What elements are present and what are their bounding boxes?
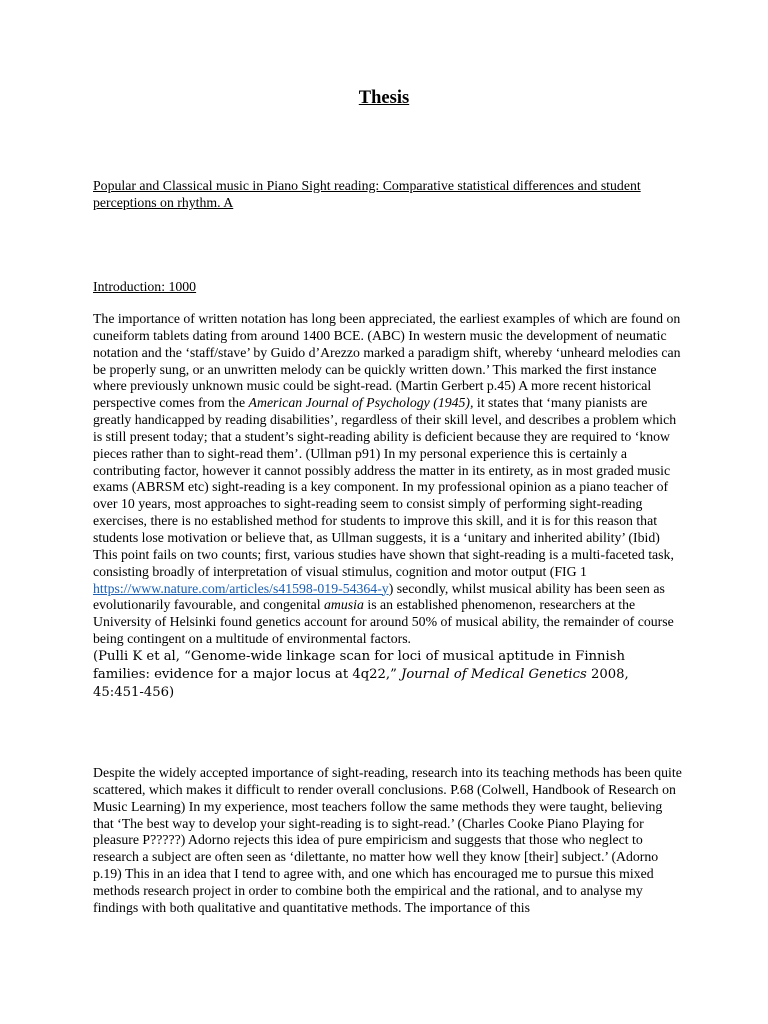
nature-article-link[interactable]: https://www.nature.com/articles/s41598-019-54364-y <box>93 580 389 596</box>
amusia-term: amusia <box>324 597 364 613</box>
genetics-citation <box>93 649 629 700</box>
document-title: Thesis <box>358 88 410 108</box>
para-text: is an established phenomenon, researchers at the University of Helsinki found genetics account for around 50% of musical ability, the remainder of course being contingent on a multitude of environmental factors. <box>93 597 674 647</box>
introduction-heading: Introduction: 1000 <box>93 279 197 294</box>
para-text: it states that ‘many pianists are greatly handicapped by reading disabilities’, regardless of their skill level, and describes a problem which is still present today; that a student’s sight-reading ability is deficient because they are required to ‘know pieces rather than to sight-read them’. (Ullman p91) In my personal experience this is certainly a contributing factor, however it cannot possibly address the matter in its entirety, as in most graded music exams (ABRSM etc) sight-reading is a key component. In my professional opinion as a piano teacher of over 10 years, most approaches to sight-reading seem to consist simply of performing sight-reading exercises, there is no established method for students to improve this skill, and it is for this reason that students lose motivation or believe that, as Ullman suggests, it is a ‘unitary and inherited ability’ (Ibid) This point fails on two counts; first, various studies have shown that sight-reading is a multi-faceted task, consisting broadly of interpretation of visual stimulus, cognition and motor output (FIG 1 <box>93 395 677 579</box>
body-paragraph: Despite the widely accepted importance of sight-reading, research into its teaching methods has been quite scattered, which makes it difficult to render overall conclusions. P.68 (Colwell, Handbook of Research on Music Learning) In my experience, most teachers follow the same methods they were taught, believing that ‘The best way to develop your sight-reading is to sight-read.’ (Charles Cooke Piano Playing for pleasure P?????) Adorno rejects this idea of pure empiricism and suggests that those who neglect to research a subject are often seen as ‘dilettante, no matter how well they know [their] subject.’ (Adorno p.19) This in an idea that I tend to agree with, and one which has encouraged me to pursue this mixed methods research project in order to combine both the empirical and the rational, and to analyse my findings with both qualitative and quantitative methods. The importance of this <box>93 765 682 915</box>
para-text: ) secondly, whilst musical ability has been seen as evolutionarily favourable, and congenital <box>93 580 665 613</box>
introduction-paragraph <box>93 311 683 701</box>
thesis-subtitle: Popular and Classical music in Piano Sight reading: Comparative statistical differences and student perceptions on rhythm. A <box>93 178 641 210</box>
journal-title: American Journal of Psychology (1945), <box>248 395 474 411</box>
citation-text: (Pulli K et al, “Genome-wide linkage scan for loci of musical aptitude in Finnish families: evidence for a major locus at 4q22,” <box>93 648 626 682</box>
citation-text: 2008, 45:451-456) <box>93 666 629 700</box>
para-text: The importance of written notation has long been appreciated, the earliest examples of which are found on cuneiform tablets dating from around 1400 BCE. (ABC) In western music the development of neumatic notation and the ‘staff/stave’ by Guido d’Arezzo marked a paradigm shift, whereby ‘unheard melodies can be properly sung, or an unwritten melody can be quickly written down.’ This marked the first instance where previously unknown music could be sight-read. (Martin Gerbert p.45) A more recent historical perspective comes from the <box>93 311 681 411</box>
citation-journal: Journal of Medical Genetics <box>401 666 587 682</box>
